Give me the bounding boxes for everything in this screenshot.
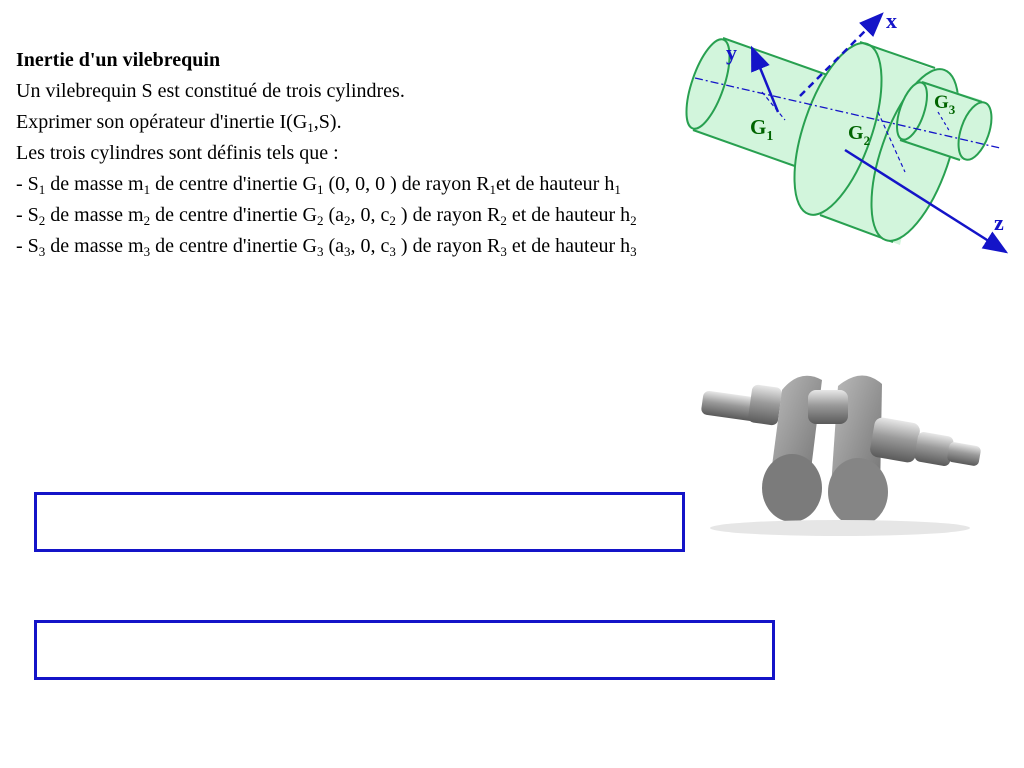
answer-box-2[interactable] [34,620,775,680]
g2-label: $G_2$ [848,122,871,148]
g3-label: $G_3$ [934,92,956,117]
cylinder-s3-definition: - $S_3$ de masse $m_3$ de centre d'inertie $G_3$ ($a_3$, 0, $c_3$ ) de rayon $R_3$ et de hauteur $h_3$ [16,235,637,259]
axis-x-label: x [886,8,897,33]
intro-line: Un vilebrequin S est constitué de trois cylindres. [16,80,405,102]
g1-label: $G_1$ [750,115,774,144]
cylinder-s1-definition: - $S_1$ de masse $m_1$ de centre d'inertie $G_1$ (0, 0, 0 ) de rayon $R_1et$ de hauteur $h_1$ [16,173,621,197]
axis-z-label: z [994,210,1004,235]
definitions-intro: Les trois cylindres sont définis tels que : [16,142,339,164]
problem-title: Inertie d'un vilebrequin [16,49,221,71]
axis-y-label: y [726,40,737,65]
answer-box-1[interactable] [34,492,685,552]
task-line: Exprimer son opérateur d'inertie $I(G_1,S)$. [16,111,342,135]
crankshaft-photo [690,360,990,538]
cylinder-s2-definition: - $S_2$ de masse $m_2$ de centre d'inertie $G_2$ ($a_2$, 0, $c_2$ ) de rayon $R_2$ et de hauteur $h_2$ [16,204,637,228]
crankshaft-cylinder-diagram [680,0,1024,265]
